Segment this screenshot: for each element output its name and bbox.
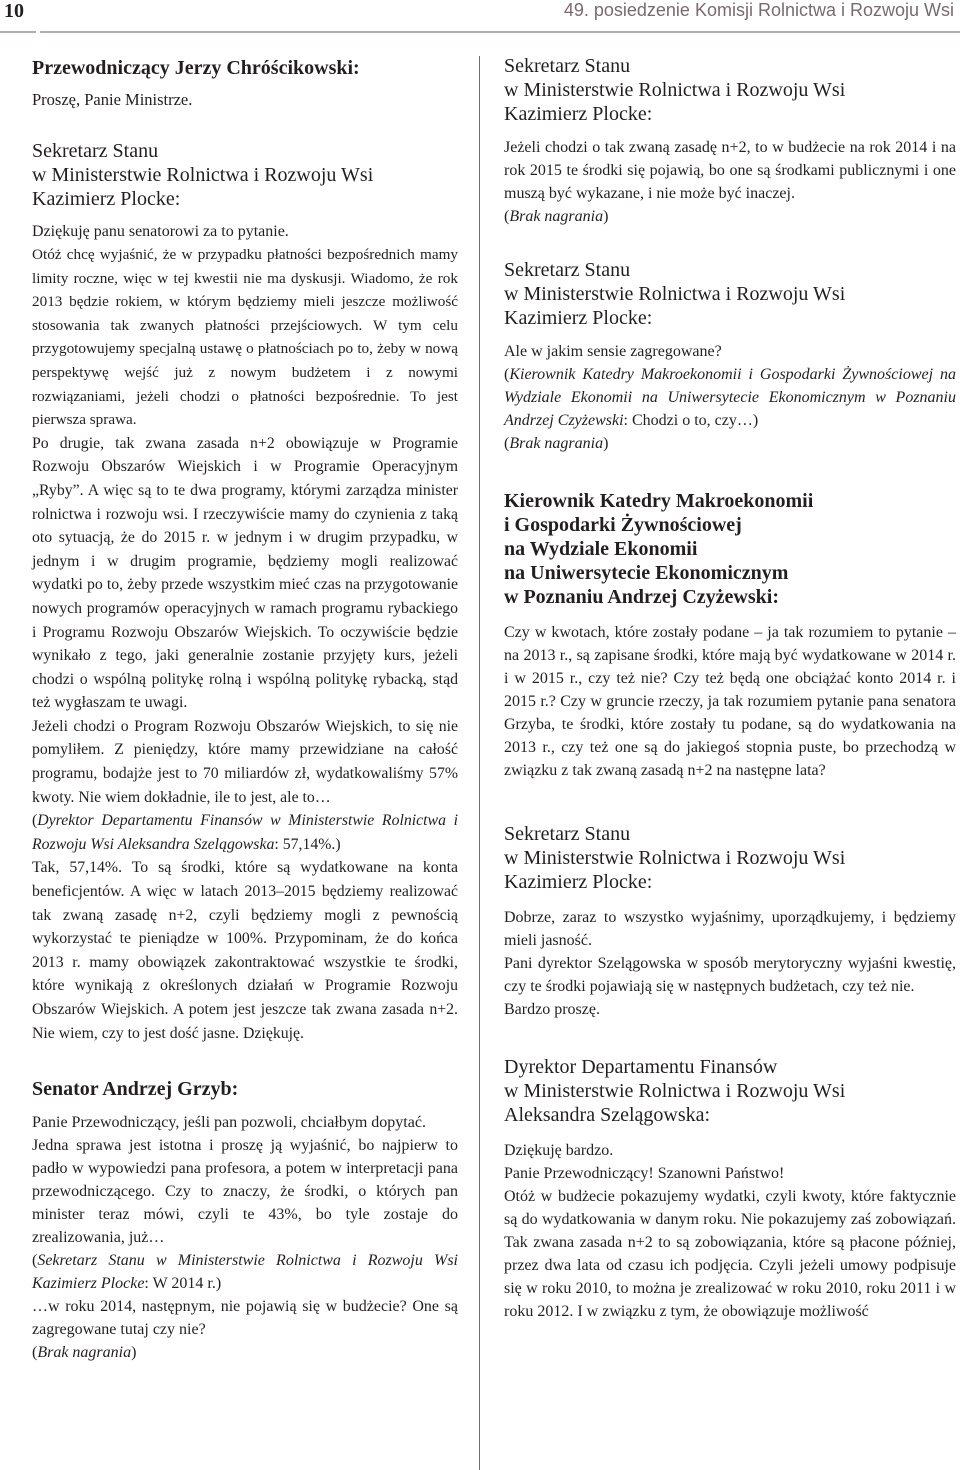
speaker-heading-line: Sekretarz Stanu	[504, 55, 631, 77]
italic-speaker: Dyrektor Departamentu Finansów w Ministerstwie Rolnictwa i Rozwoju Wsi Aleksandra Szelągowska	[32, 812, 458, 853]
paren: (	[504, 435, 510, 452]
paragraph: Ale w jakim sensie zagregowane?	[504, 343, 722, 360]
speaker-heading-line: w Ministerstwie Rolnictwa i Rozwoju Wsi	[504, 79, 846, 101]
speaker-heading	[32, 139, 458, 211]
speaker-heading-line: w Poznaniu Andrzej Czyżewski:	[504, 586, 779, 608]
right-column	[504, 50, 956, 1323]
italic-speaker: Sekretarz Stanu w Ministerstwie Rolnictwa i Rozwoju Wsi Kazimierz Plocke	[32, 1252, 458, 1293]
paragraph: Bardzo proszę.	[504, 1001, 600, 1018]
paren: )	[603, 208, 609, 225]
paragraph	[32, 809, 458, 856]
speaker-heading: Senator Andrzej Grzyb:	[32, 1078, 239, 1101]
speaker-heading-line: Dyrektor Departamentu Finansów	[504, 1056, 778, 1078]
speaker-heading-line: w Ministerstwie Rolnictwa i Rozwoju Wsi	[504, 1080, 846, 1102]
speaker-heading-line: Aleksandra Szelągowska:	[504, 1104, 711, 1126]
paragraph: Tak, 57,14%. To są środki, które są wydatkowane na konta beneficjentów. A więc w latach 2013–2015 będziemy realizować tak zwaną zasadę n+2, czyli będziemy mogli z pewnością wykorzystać te pieniądze w 100%. Przypominam, że do końca 2013 r. mamy obowiązek zakontraktować wszystkie te środki, które wynikają z określonych działań w Programie Rozwoju Obszarów Wiejskich. A potem jest jeszcze tak zwana zasada n+2. Nie wiem, czy to jest dość jasne. Dziękuję.	[32, 859, 458, 1042]
paragraph	[504, 363, 956, 432]
paren: (	[504, 366, 510, 383]
paragraph: Panie Przewodniczący, jeśli pan pozwoli, chciałbym dopytać.	[32, 1114, 426, 1132]
speaker-heading-line: Kierownik Katedry Makroekonomii	[504, 490, 814, 512]
italic-note: Brak nagrania	[509, 208, 604, 225]
speaker-heading-line: Kazimierz Plocke:	[504, 871, 653, 893]
speaker-heading-line: Kazimierz Plocke:	[504, 103, 653, 125]
paragraph: Dziękuję panu senatorowi za to pytanie.	[32, 223, 289, 240]
paragraph: Dziękuję bardzo.	[504, 1142, 614, 1159]
paragraph: …w roku 2014, następnym, nie pojawią się w budżecie? One są zagregowane tutaj czy nie?	[32, 1298, 458, 1339]
speaker-heading-line: Sekretarz Stanu	[32, 140, 159, 162]
left-column	[32, 50, 458, 1364]
paragraph: Proszę, Panie Ministrze.	[32, 90, 193, 109]
paragraph	[504, 205, 956, 228]
paragraph: Pani dyrektor Szelągowska w sposób merytoryczny wyjaśni kwestię, czy te środki pojawiają się w następnych budżetach, czy też nie.	[504, 955, 956, 995]
speaker-heading-line: Kazimierz Plocke:	[32, 188, 181, 210]
speaker-heading-line: w Ministerstwie Rolnictwa i Rozwoju Wsi	[504, 847, 846, 869]
paragraph: Po drugie, tak zwana zasada n+2 obowiązuje w Programie Rozwoju Obszarów Wiejskich i w Programie Operacyjnym „Ryby”. A więc są to te dwa programy, którymi zarządza minister rolnictwa i rozwoju wsi. I rzeczywiście mamy do czynienia z taką oto sytuacją, że do 2015 r. w jednym i w drugim przypadku, w jednym i w drugim programie, będziemy mogli realizować wydatki po to, żeby przede wszystkim mieć czas na przygotowanie nowych programów operacyjnych w ramach programu rybackiego i Programu Rozwoju Obszarów Wiejskich. To oczywiście będzie wynikało z tego, jaki generalnie zostanie przyjęty kurs, jeżeli chodzi o wspólną politykę rolną i wspólną politykę rybacką, stąd też wygłaszam te uwagi.	[32, 434, 458, 712]
page-header	[0, 0, 960, 38]
paren: (	[32, 812, 38, 830]
paragraph	[504, 432, 956, 455]
paragraph: Otóż w budżecie pokazujemy wydatki, czyli kwoty, które faktycznie są do wydatkowania w danym roku. Nie pokazujemy zaś zobowiązań. Tak zwana zasada n+2 to są zobowiązania, które są płacone później, przez dwa lata od czasu ich podjęcia. Czyli jeżeli umowy podpisuje się w roku 2010, to można je zrealizować w roku 2010, roku 2011 i w roku 2012. I w związku z tym, że obowiązuje możliwość	[504, 1188, 956, 1320]
paragraph: Jeżeli chodzi o Program Rozwoju Obszarów Wiejskich, to się nie pomyliłem. Z pieniędzy, które mamy przewidziane na całość programu, bodajże jest to 70 miliardów zł, wydatkowaliśmy 57% kwoty. Nie wiem dokładnie, ile to jest, ale to…	[32, 717, 458, 806]
paragraph	[32, 1249, 458, 1295]
speaker-heading	[504, 54, 956, 126]
speaker-heading	[504, 258, 956, 330]
header-rule-right	[40, 31, 960, 33]
page-number: 10	[4, 0, 24, 22]
paragraph: Czy w kwotach, które zostały podane – ja tak rozumiem to pytanie – na 2013 r., są zapisane środki, które mają być wydatkowane w 2014 r. i w 2015 r., czy też nie? Czy też będą one obciążać konto 2014 r. i 2015 r.? Czy w gruncie rzeczy, ja tak rozumiem pytanie pana senatora Grzyba, te środki, które zostały tu podane, są do wydatkowania na 2013 r., czy też one są do jakiegoś stopnia puste, bo przechodzą w związku z tak zwaną zasadą n+2 na następne lata?	[504, 624, 956, 779]
italic-speaker: Kierownik Katedry Makroekonomii i Gospodarki Żywnościowej na Wydziale Ekonomii na Uniwersytecie Ekonomicznym w Poznaniu Andrzej Czyżewski	[504, 366, 956, 429]
italic-note: Brak nagrania	[509, 435, 604, 452]
speaker-heading-line: Sekretarz Stanu	[504, 823, 631, 845]
paragraph: Panie Przewodniczący! Szanowni Państwo!	[504, 1165, 785, 1182]
paren: (	[32, 1344, 38, 1362]
paren: (	[504, 208, 510, 225]
italic-note: Brak nagrania	[37, 1344, 132, 1362]
paragraph	[32, 1341, 458, 1364]
speaker-heading-line: na Uniwersytecie Ekonomicznym	[504, 562, 789, 584]
speaker-heading-line: w Ministerstwie Rolnictwa i Rozwoju Wsi	[32, 164, 374, 186]
paren: )	[603, 435, 609, 452]
speaker-heading-line: w Ministerstwie Rolnictwa i Rozwoju Wsi	[504, 283, 846, 305]
speaker-heading	[504, 1055, 956, 1127]
paren-rest: : Chodzi o to, czy…)	[623, 412, 759, 429]
speaker-heading-line: Sekretarz Stanu	[504, 259, 631, 281]
paren-rest: : 57,14%.)	[274, 835, 341, 853]
speaker-heading: Przewodniczący Jerzy Chróścikowski:	[32, 57, 360, 79]
running-title: 49. posiedzenie Komisji Rolnictwa i Rozwoju Wsi	[563, 0, 954, 20]
header-rule-left	[0, 31, 36, 33]
paragraph: Jedna sprawa jest istotna i proszę ją wyjaśnić, bo najpierw to padło w wypowiedzi pana profesora, a potem w interpretacji pana przewodniczącego. Czy to znaczy, że środki, o których pan minister teraz mówi, czyli te 43%, bo tyle zostaje do zrealizowania, już…	[32, 1137, 458, 1247]
paren: )	[131, 1344, 137, 1362]
speaker-heading-line: i Gospodarki Żywnościowej	[504, 514, 742, 536]
paragraph: Dobrze, zaraz to wszystko wyjaśnimy, uporządkujemy, i będziemy mieli jasność.	[504, 909, 956, 949]
paragraph: Jeżeli chodzi o tak zwaną zasadę n+2, to w budżecie na rok 2014 i na rok 2015 te środki się pojawią, bo one są środkami publicznymi i one muszą być wykazane, i nie może być inaczej.	[504, 139, 956, 202]
speaker-heading	[504, 489, 956, 609]
paren: (	[32, 1252, 38, 1270]
speaker-heading	[504, 822, 956, 894]
paren-rest: : W 2014 r.)	[144, 1275, 222, 1293]
speaker-heading-line: Kazimierz Plocke:	[504, 307, 653, 329]
paragraph: Otóż chcę wyjaśnić, że w przypadku płatności bezpośrednich mamy limity roczne, więc w tej kwestii nie ma dyskusji. Wiadomo, że rok 2013 będzie rokiem, w którym będziemy mieli jeszcze możliwość stosowania tak zwanych płatności przejściowych. W tym celu przygotowujemy specjalną ustawę o płatnościach po to, żeby w nową perspektywę wejść już z nowym budżetem i z nowymi rozwiązaniami, jeżeli chodzi o płatności bezpośrednie. To jest pierwsza sprawa.	[32, 246, 458, 429]
speaker-heading-line: na Wydziale Ekonomii	[504, 538, 698, 560]
column-divider	[479, 56, 480, 1470]
